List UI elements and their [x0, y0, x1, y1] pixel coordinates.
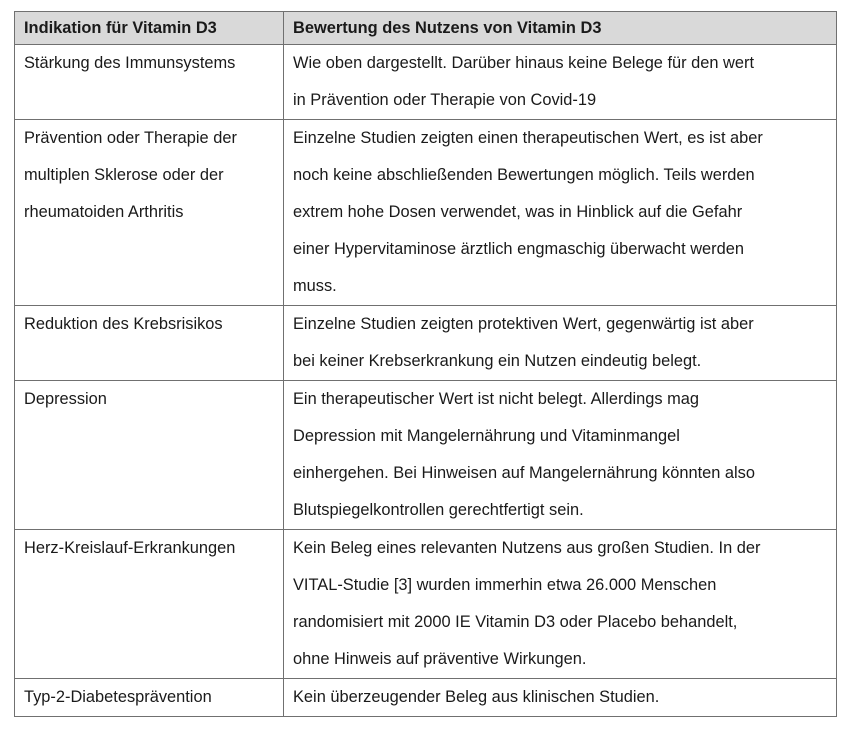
indication-cell [15, 120, 284, 306]
indication-line: Prävention oder Therapie der [24, 129, 237, 147]
assessment-line: muss. [293, 277, 337, 295]
indication-cell [15, 306, 284, 381]
assessment-cell [284, 679, 837, 717]
indication-cell [15, 530, 284, 679]
assessment-line: extrem hohe Dosen verwendet, was in Hinblick auf die Gefahr [293, 203, 743, 221]
indication-line: Reduktion des Krebsrisikos [24, 315, 223, 333]
assessment-cell [284, 381, 837, 530]
indication-line: Depression [24, 390, 107, 408]
assessment-line: Ein therapeutischer Wert ist nicht belegt. Allerdings mag [293, 390, 700, 408]
column-header-assessment: Bewertung des Nutzens von Vitamin D3 [284, 12, 837, 45]
table-row [15, 530, 837, 679]
table-header-row [15, 12, 837, 45]
indication-cell [15, 679, 284, 717]
table-row [15, 381, 837, 530]
indication-line: Stärkung des Immunsystems [24, 54, 236, 72]
indication-cell [15, 381, 284, 530]
assessment-cell [284, 45, 837, 120]
assessment-line: VITAL-Studie [3] wurden immerhin etwa 26.000 Menschen [293, 576, 717, 594]
indication-line: Typ-2-Diabetesprävention [24, 688, 212, 706]
assessment-cell [284, 120, 837, 306]
assessment-line: randomisiert mit 2000 IE Vitamin D3 oder Placebo behandelt, [293, 613, 738, 631]
table-row [15, 120, 837, 306]
assessment-line: Kein Beleg eines relevanten Nutzens aus großen Studien. In der [293, 539, 761, 557]
table-row [15, 45, 837, 120]
table-row [15, 306, 837, 381]
assessment-cell [284, 306, 837, 381]
assessment-line: Einzelne Studien zeigten einen therapeutischen Wert, es ist aber [293, 129, 763, 147]
assessment-line: Depression mit Mangelernährung und Vitaminmangel [293, 427, 680, 445]
assessment-line: bei keiner Krebserkrankung ein Nutzen eindeutig belegt. [293, 352, 702, 370]
indication-line: multiplen Sklerose oder der [24, 166, 224, 184]
assessment-line: Kein überzeugender Beleg aus klinischen Studien. [293, 688, 660, 706]
indication-line: rheumatoiden Arthritis [24, 203, 184, 221]
assessment-line: noch keine abschließenden Bewertungen möglich. Teils werden [293, 166, 755, 184]
column-header-indication: Indikation für Vitamin D3 [15, 12, 284, 45]
table-body [15, 45, 837, 717]
indication-line: Herz-Kreislauf-Erkrankungen [24, 539, 236, 557]
table-row [15, 679, 837, 717]
assessment-line: Blutspiegelkontrollen gerechtfertigt sein. [293, 501, 584, 519]
assessment-cell [284, 530, 837, 679]
assessment-line: ohne Hinweis auf präventive Wirkungen. [293, 650, 587, 668]
assessment-line: einhergehen. Bei Hinweisen auf Mangelernährung könnten also [293, 464, 755, 482]
assessment-line: in Prävention oder Therapie von Covid-19 [293, 91, 597, 109]
vitamin-d3-table [14, 11, 837, 717]
assessment-line: Einzelne Studien zeigten protektiven Wert, gegenwärtig ist aber [293, 315, 754, 333]
assessment-line: einer Hypervitaminose ärztlich engmaschig überwacht werden [293, 240, 744, 258]
indication-cell [15, 45, 284, 120]
assessment-line: Wie oben dargestellt. Darüber hinaus keine Belege für den wert [293, 54, 755, 72]
